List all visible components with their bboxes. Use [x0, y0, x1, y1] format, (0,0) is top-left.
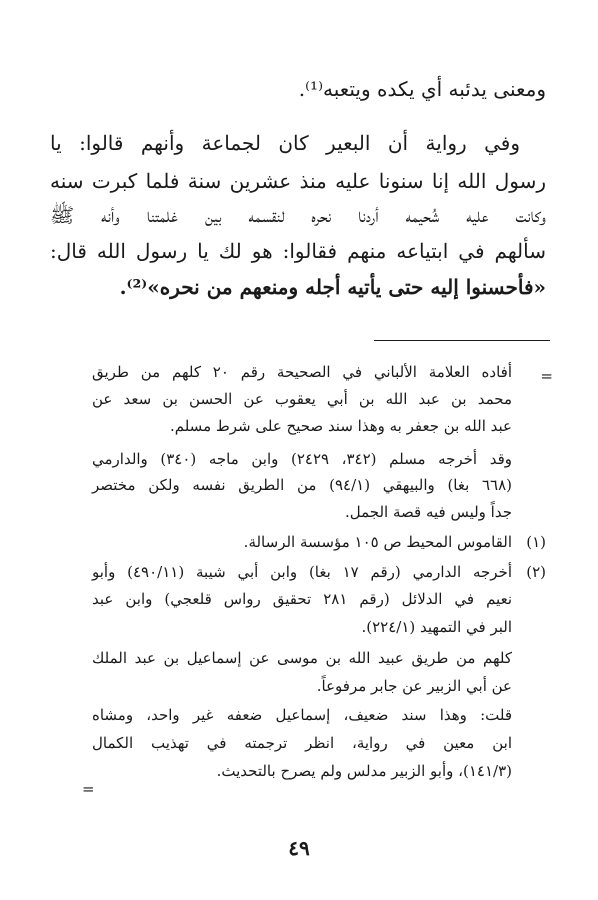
footnote-line: وقد أخرجه مسلم (٣٤٢، ٢٤٢٩) وابن ماجه (٣٤٠) والدارمي: [92, 450, 512, 468]
footnote-line: محمد بن عبد الله بن أبي يعقوب عن الحسن بن سعد عن: [92, 390, 512, 408]
footnote-1-text: القاموس المحيط ص ١٠٥ مؤسسة الرسالة.: [243, 533, 512, 551]
page-number: ٤٩: [288, 836, 310, 860]
main-text-line: سألهم في ابتياعه منهم فقالوا: هو لك يا رسول الله قال:: [50, 239, 546, 263]
footnote-line: أفاده العلامة الألباني في الصحيحة رقم ٢٠ كلهم من طريق: [92, 363, 512, 381]
footnote-separator: [374, 340, 550, 341]
footnote-2-marker: (٢): [526, 563, 546, 581]
main-text-line: ومعنى يدئبه أي يكده ويتعبه⁽¹⁾.: [298, 77, 546, 101]
footnote-2-line: (١٤١/٣)، وأبو الزبير مدلس ولم يصرح بالتحديث.: [216, 762, 512, 780]
main-text-line: رسول الله إنا سنونا عليه منذ عشرين سنة فلما كبرت سنه: [50, 169, 546, 193]
footnote-line: جداً وليس فيه قصة الجمل.: [344, 503, 512, 521]
footnote-line: عبد الله بن جعفر به وهذا سند صحيح على شرط مسلم.: [169, 417, 512, 435]
footnote-2-line: ابن معين في رواية، انظر ترجمته في تهذيب الكمال: [92, 734, 512, 752]
footnote-line: (٦٦٨ بغا) والبيهقي (٩٤/١) من الطريق نفسه ولكن مختصر: [92, 476, 512, 494]
footnote-2-line: البر في التمهيد (٢٢٤/١).: [361, 618, 512, 636]
footnote-2-line: أخرجه الدارمي (رقم ١٧ بغا) وابن أبي شيبة (٤٩٠/١١) وأبو: [92, 563, 512, 581]
footnote-2-line: قلت: وهذا سند ضعيف، إسماعيل ضعفه غير واحد، ومشاه: [92, 706, 512, 724]
footnote-continues-marker: =: [82, 780, 95, 798]
main-text-line: وكانت عليه شُحيمه أردنا نحره لنقسمه بين غلمتنا وأنه ﷺ: [50, 203, 546, 227]
footnote-2-line: عن أبي الزبير عن جابر مرفوعاً.: [316, 677, 512, 695]
main-text-line: وفي رواية أن البعير كان لجماعة وأنهم قالوا: يا: [50, 131, 520, 155]
footnote-2-line: كلهم من طريق عبيد الله بن موسى عن إسماعيل بن عبد الملك: [92, 649, 512, 667]
footnote-1-marker: (١): [526, 533, 546, 551]
main-text-line: «فأحسنوا إليه حتى يأتيه أجله ومنعهم من نحره»⁽²⁾.: [119, 275, 546, 299]
footnote-continuation-marker: =: [540, 367, 553, 385]
footnote-2-line: نعيم في الدلائل (رقم ٢٨١ تحقيق رواس قلعجي) وابن عبد: [92, 590, 512, 608]
